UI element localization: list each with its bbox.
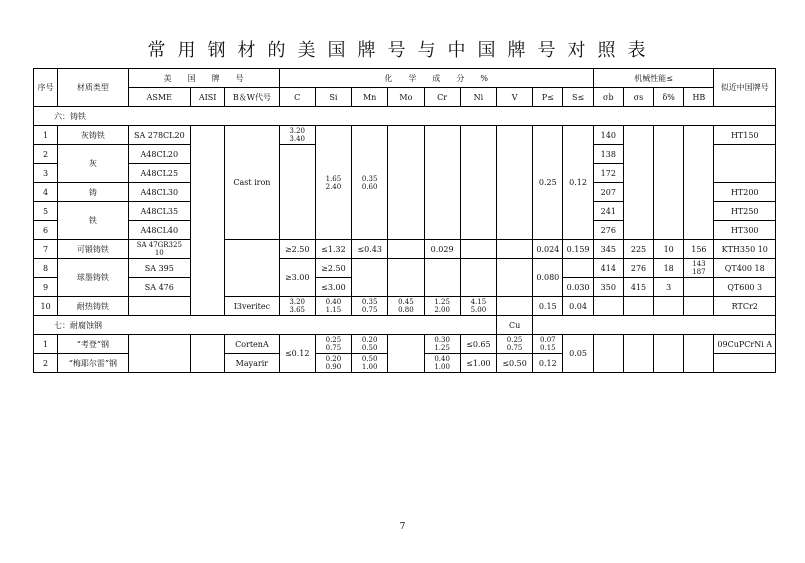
cell-cr: 0.30 1.25 <box>424 335 460 354</box>
header-mo: Mo <box>388 88 424 107</box>
cell-no: 4 <box>34 183 58 202</box>
cell-cn: KTH350 10 <box>714 240 776 259</box>
header-asme: ASME <box>128 88 190 107</box>
cell-p: 0.15 <box>533 297 563 316</box>
cell-mn: 0.35 0.60 <box>352 126 388 240</box>
cell-sigma-b: 140 <box>593 126 623 145</box>
cell-ni: 4.15 5.00 <box>460 297 496 316</box>
cell-mn: 0.50 1.00 <box>352 354 388 373</box>
cell-type: “考登”钢 <box>58 335 128 354</box>
cell-type: 灰 <box>58 145 128 183</box>
cell-type: 可锻铸铁 <box>58 240 128 259</box>
cell-bw <box>225 240 279 297</box>
cell-asme: A48CL35 <box>128 202 190 221</box>
cell-s: 0.04 <box>563 297 593 316</box>
table-row <box>34 335 776 354</box>
cell-cu-label: Cu <box>496 316 532 335</box>
cell-no: 8 <box>34 259 58 278</box>
cell-cn <box>714 145 776 183</box>
cell-c: 3.20 3.40 <box>279 126 315 145</box>
cell-no: 1 <box>34 126 58 145</box>
cell-mn: 0.20 0.50 <box>352 335 388 354</box>
cell-si: 0.25 0.75 <box>315 335 351 354</box>
header-delta: δ% <box>654 88 684 107</box>
cell-delta <box>654 297 684 316</box>
header-us-grade: 美 国 牌 号 <box>128 69 279 88</box>
table-row <box>34 240 776 259</box>
cell-s: 0.12 <box>563 126 593 240</box>
cell-type: 铸 <box>58 183 128 202</box>
cell-c: ≥2.50 <box>279 240 315 259</box>
cell-si: 1.65 2.40 <box>315 126 351 240</box>
header-hb: HB <box>684 88 714 107</box>
cell-cr: 0.029 <box>424 240 460 259</box>
cell-v <box>496 240 532 259</box>
cell-no: 5 <box>34 202 58 221</box>
cell-cn: 09CuPCrNi A <box>714 335 776 354</box>
cell-aisi-empty <box>191 126 225 316</box>
cell-bw: Mayarir <box>225 354 279 373</box>
cell-sigma-b: 345 <box>593 240 623 259</box>
header-c: C <box>279 88 315 107</box>
cell-asme: A48CL30 <box>128 183 190 202</box>
cell-sigma-b: 350 <box>593 278 623 297</box>
cell-v <box>496 297 532 316</box>
cell-v: ≤0.50 <box>496 354 532 373</box>
cell-si: ≥2.50 <box>315 259 351 278</box>
cell-delta: 18 <box>654 259 684 278</box>
cell-sigma-b <box>593 335 623 373</box>
cell-cn: HT150 <box>714 126 776 145</box>
cell-si: ≤1.32 <box>315 240 351 259</box>
header-cr: Cr <box>424 88 460 107</box>
cell-c <box>279 145 315 240</box>
cell-p: 0.12 <box>533 354 563 373</box>
cell-aisi <box>191 335 225 373</box>
cell-ni <box>460 126 496 240</box>
table-row <box>34 259 776 278</box>
header-seq: 序号 <box>34 69 58 107</box>
cell-sigma-s: 276 <box>623 259 653 278</box>
header-s: S≤ <box>563 88 593 107</box>
cell-no: 7 <box>34 240 58 259</box>
cell-mo <box>388 240 424 259</box>
header-ni: Ni <box>460 88 496 107</box>
cell-asme: A48CL20 <box>128 145 190 164</box>
header-mn: Mn <box>352 88 388 107</box>
cell-sigma-s <box>623 126 653 240</box>
cell-p: 0.07 0.15 <box>533 335 563 354</box>
cell-mo <box>388 335 424 373</box>
page-title: 常用钢材的美国牌号与中国牌号对照表 <box>147 40 658 61</box>
cell-mo <box>388 259 424 297</box>
cell-p: 0.024 <box>533 240 563 259</box>
header-material-type: 材质类型 <box>58 69 128 107</box>
cell-asme <box>128 297 190 316</box>
cell-delta <box>654 126 684 240</box>
cell-s: 0.159 <box>563 240 593 259</box>
cell-si: ≤3.00 <box>315 278 351 297</box>
cell-asme: SA 47GR325 10 <box>128 240 190 259</box>
cell-bw: Cast iron <box>225 126 279 240</box>
cell-no: 6 <box>34 221 58 240</box>
cell-si: 0.40 1.15 <box>315 297 351 316</box>
cell-delta <box>654 335 684 373</box>
cell-asme: SA 476 <box>128 278 190 297</box>
cell-c: ≤0.12 <box>279 335 315 373</box>
cell-sigma-b: 172 <box>593 164 623 183</box>
header-sigma-s: σs <box>623 88 653 107</box>
cell-cr: 1.25 2.00 <box>424 297 460 316</box>
cell-type: “梅耶尔雷”钢 <box>58 354 128 373</box>
header-si: Si <box>315 88 351 107</box>
cell-no: 3 <box>34 164 58 183</box>
cell-type: 灰铸铁 <box>58 126 128 145</box>
cell-asme: SA 395 <box>128 259 190 278</box>
cell-s <box>563 259 593 278</box>
cell-p: 0.080 <box>533 259 563 297</box>
cell-no: 2 <box>34 354 58 373</box>
cell-no: 2 <box>34 145 58 164</box>
page-number: 7 <box>399 522 406 532</box>
cell-p: 0.25 <box>533 126 563 240</box>
cell-c: 3.20 3.65 <box>279 297 315 316</box>
cell-asme: SA 278CL20 <box>128 126 190 145</box>
cell-hb <box>684 278 714 297</box>
cell-sigma-s: 225 <box>623 240 653 259</box>
cell-s: 0.05 <box>563 335 593 373</box>
cell-ni <box>460 259 496 297</box>
cell-type: 球墨铸铁 <box>58 259 128 297</box>
cell-ni: ≤0.65 <box>460 335 496 354</box>
cell-cr <box>424 259 460 297</box>
cell-no: 1 <box>34 335 58 354</box>
cell-ni <box>460 240 496 259</box>
section-corrosion-steel: 七：耐腐蚀钢 <box>34 316 497 335</box>
cell-hb: 143 187 <box>684 259 714 278</box>
table-row <box>34 126 776 145</box>
cell-cr: 0.40 1.00 <box>424 354 460 373</box>
cell-ni: ≤1.00 <box>460 354 496 373</box>
cell-sigma-b: 276 <box>593 221 623 240</box>
cell-sigma-s <box>623 297 653 316</box>
cell-hb <box>684 297 714 316</box>
cell-bw: CortenA <box>225 335 279 354</box>
header-cn-grade: 似近中国牌号 <box>714 69 776 107</box>
grade-comparison-table <box>33 68 776 373</box>
cell-hb <box>684 126 714 240</box>
cell-c: ≥3.00 <box>279 259 315 297</box>
cell-cn <box>714 354 776 373</box>
cell-mo: 0.45 0.80 <box>388 297 424 316</box>
cell-hb: 156 <box>684 240 714 259</box>
cell-cn: RTCr2 <box>714 297 776 316</box>
cell-delta: 10 <box>654 240 684 259</box>
cell-cn: HT300 <box>714 221 776 240</box>
cell-cn: HT250 <box>714 202 776 221</box>
cell-cr <box>424 126 460 240</box>
cell-s: 0.030 <box>563 278 593 297</box>
cell-asme <box>128 335 190 373</box>
cell-si: 0.20 0.90 <box>315 354 351 373</box>
cell-hb <box>684 335 714 373</box>
header-bw: B＆W代号 <box>225 88 279 107</box>
cell-asme: A48CL40 <box>128 221 190 240</box>
section-filler <box>533 316 776 335</box>
cell-cn: QT400 18 <box>714 259 776 278</box>
table-row <box>34 297 776 316</box>
cell-bw: I3veritec <box>225 297 279 316</box>
cell-sigma-b: 414 <box>593 259 623 278</box>
cell-sigma-b: 138 <box>593 145 623 164</box>
header-aisi: AISI <box>191 88 225 107</box>
cell-mn <box>352 259 388 297</box>
cell-mn: 0.35 0.75 <box>352 297 388 316</box>
cell-asme: A48CL25 <box>128 164 190 183</box>
cell-sigma-s <box>623 335 653 373</box>
cell-v <box>496 259 532 297</box>
header-sigma-b: σb <box>593 88 623 107</box>
header-chemical: 化 学 成 分 % <box>279 69 593 88</box>
header-v: V <box>496 88 532 107</box>
cell-no: 9 <box>34 278 58 297</box>
section-cast-iron: 六：铸铁 <box>34 107 776 126</box>
cell-sigma-s: 415 <box>623 278 653 297</box>
header-mechanical: 机械性能≤ <box>593 69 714 88</box>
cell-v: 0.25 0.75 <box>496 335 532 354</box>
cell-type: 耐热铸铁 <box>58 297 128 316</box>
cell-delta: 3 <box>654 278 684 297</box>
cell-v <box>496 126 532 240</box>
header-p: P≤ <box>533 88 563 107</box>
cell-no: 10 <box>34 297 58 316</box>
cell-sigma-b: 241 <box>593 202 623 221</box>
cell-mn: ≤0.43 <box>352 240 388 259</box>
cell-sigma-b <box>593 297 623 316</box>
cell-sigma-b: 207 <box>593 183 623 202</box>
cell-cn: HT200 <box>714 183 776 202</box>
cell-type: 铁 <box>58 202 128 240</box>
cell-cn: QT600 3 <box>714 278 776 297</box>
cell-mo <box>388 126 424 240</box>
